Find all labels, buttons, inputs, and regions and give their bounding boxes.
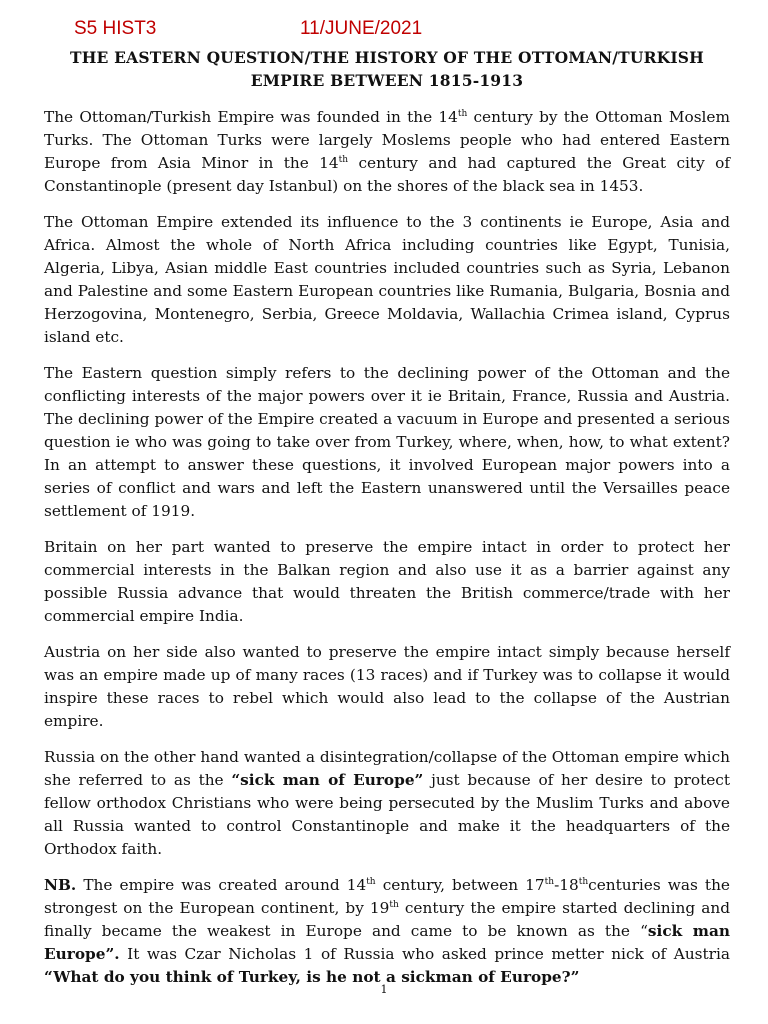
bold-quote: “sick man of Europe”	[231, 771, 424, 789]
text-run: century and had captured the Great city of Constantinople (present day Istanbul) on the shores of the black sea in 1453.	[44, 154, 730, 195]
ordinal-suffix: th	[544, 877, 555, 887]
paragraph-austria: Austria on her side also wanted to preserve the empire intact simply because herself was an empire made up of many races (13 races) and if Turkey was to collapse it would inspire these races to rebel which would also lead to the collapse of the Austrian empire.	[44, 643, 730, 730]
ordinal-suffix: th	[366, 877, 376, 887]
paragraph-empire-extent: The Ottoman Empire extended its influence to the 3 continents ie Europe, Asia and Africa. Almost the whole of North Africa including countries like Egypt, Tunisia, Algeria, Libya, Asian middle East countries included countries such as Syria, Lebanon and Palestine and some Eastern European countries like Rumania, Bulgaria, Bosnia and Herzogovina, Montenegro, Serbia, Greece Moldavia, Wallachia Crimea island, Cyprus island etc.	[44, 213, 730, 346]
paragraph-britain: Britain on her part wanted to preserve the empire intact in order to protect her commercial interests in the Balkan region and also use it as a barrier against any possible Russia advance that would threaten the British commerce/trade with her commercial empire India.	[44, 538, 730, 625]
page-number: 1	[380, 983, 388, 996]
class-code: S5 HIST3	[74, 18, 157, 39]
ordinal-suffix: th	[457, 109, 468, 119]
ordinal-suffix: th	[338, 155, 349, 165]
bold-quote: sick man Europe”.	[44, 922, 730, 963]
text-run: just because of her desire to protect fellow orthodox Christians who were being persecuted by the Muslim Turks and above all Russia wanted to control Constantinople and make it the headquarters of the Orthodox faith.	[44, 771, 730, 858]
paragraph-nb-note	[44, 874, 730, 989]
document-body	[44, 106, 730, 1002]
text-run: Russia on the other hand wanted a disintegration/collapse of the Ottoman empire which she referred to as the	[44, 748, 730, 789]
paragraph-eastern-question: The Eastern question simply refers to the declining power of the Ottoman and the conflicting interests of the major powers over it ie Britain, France, Russia and Austria. The declining power of the Empire created a vacuum in Europe and presented a serious question ie who was going to take over from Turkey, where, when, how, to what extent? In an attempt to answer these questions, it involved European major powers into a series of conflict and wars and left the Eastern unanswered until the Versailles peace settlement of 1919.	[44, 364, 730, 520]
nb-label: NB.	[44, 876, 77, 894]
text-run: centuries was the strongest on the European continent, by 19	[44, 876, 730, 917]
document-date: 11/JUNE/2021	[300, 18, 423, 39]
text-run: century the empire started declining and finally became the weakest in Europe and came to be known as the “	[44, 899, 730, 940]
document-title: THE EASTERN QUESTION/THE HISTORY OF THE OTTOMAN/TURKISH EMPIRE BETWEEN 1815-1913	[69, 48, 705, 90]
ordinal-suffix: th	[578, 877, 589, 887]
text-run: century, between 17	[375, 876, 545, 894]
text-run: century by the Ottoman Moslem Turks. The Ottoman Turks were largely Moslems people who had entered Eastern Europe from Asia Minor in the 14	[44, 108, 730, 172]
text-run: The Ottoman/Turkish Empire was founded in the 14	[44, 108, 458, 126]
text-run: The empire was created around 14	[76, 876, 367, 894]
paragraph-ottoman-founding	[44, 106, 730, 198]
paragraph-russia	[44, 746, 730, 861]
bold-quote: “What do you think of Turkey, is he not a sickman of Europe?”	[44, 968, 580, 986]
ordinal-suffix: th	[389, 900, 399, 910]
text-run: -18	[554, 876, 579, 894]
text-run: It was Czar Nicholas 1 of Russia who asked prince metter nick of Austria	[119, 945, 730, 963]
